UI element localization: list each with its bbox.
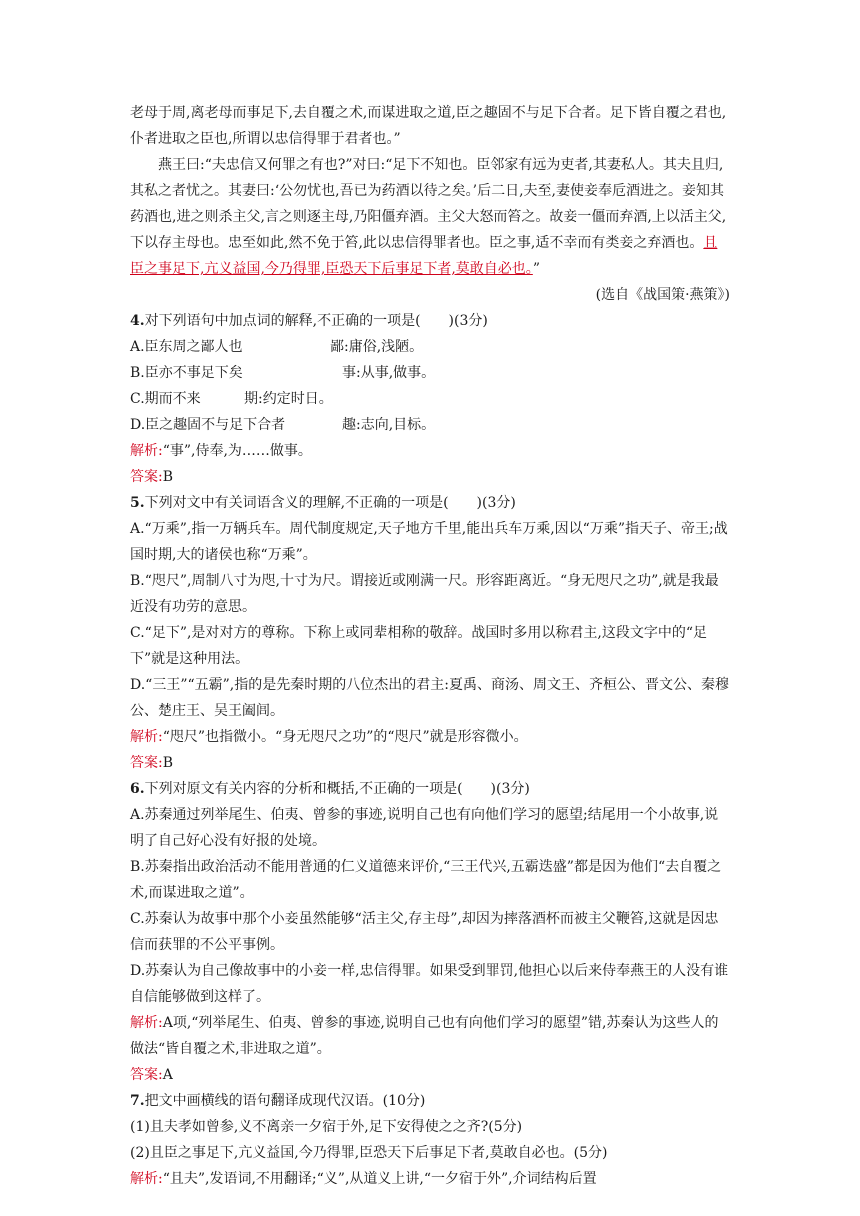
passage-para-1: 老母于周,离老母而事足下,去自覆之术,而谋进取之道,臣之趣固不与足下合者。足下皆自覆之君也,仆者进取之臣也,所谓以忠信得罪于君者也。” (130, 105, 727, 147)
q4-analysis-text: “事”,侍奉,为……做事。 (162, 443, 312, 459)
q7-title (130, 1088, 730, 1114)
q7-number: 7. (130, 1093, 145, 1109)
q5-answer-label: 答案: (130, 755, 163, 771)
passage-para-2-end: ” (532, 261, 540, 277)
q6-title-text: 下列对原文有关内容的分析和概括,不正确的一项是( )(3分) (144, 781, 530, 797)
q5-title (130, 490, 730, 516)
q6-analysis (130, 1010, 730, 1062)
q6-option-a: A.苏秦通过列举尾生、伯夷、曾参的事迹,说明自己也有向他们学习的愿望;结尾用一个小故事,说明了自己好心没有好报的处境。 (130, 807, 719, 849)
q4-option-b-sentence: B.臣亦不事足下矣 (130, 365, 243, 381)
q6-answer (130, 1062, 730, 1088)
q7-item-1: (1)且夫孝如曾参,义不离亲一夕宿于外,足下安得使之之齐?(5分) (130, 1119, 523, 1135)
q6-analysis-label: 解析: (130, 1015, 163, 1031)
q5-number: 5. (130, 495, 145, 511)
q7-title-text: 把文中画横线的语句翻译成现代汉语。(10分) (144, 1093, 426, 1109)
passage-para-2-text: 燕王曰:“夫忠信又何罪之有也?”对曰:“足下不知也。臣邻家有远为吏者,其妻私人。其夫且归,其私之者忧之。其妻曰:‘公勿忧也,吾已为药酒以待之矣。’后二日,夫至,妻使妾奉卮酒进之。妾知其药酒也,进之则杀主父,言之则逐主母,乃阳僵弃酒。主父大怒而笞之。故妾一僵而弃酒,上以活主父,下以存主母也。忠至如此,然不免于笞,此以忠信得罪者也。臣之事,适不幸而有类妾之弃酒也。 (130, 157, 727, 251)
q4-option-b-gloss: 事:从事,做事。 (342, 365, 436, 381)
q5-analysis-label: 解析: (130, 729, 163, 745)
q6-title (130, 776, 730, 802)
q6-analysis-text: A项,“列举尾生、伯夷、曾参的事迹,说明自己也有向他们学习的愿望”错,苏秦认为这些人的做法“皆自覆之术,非进取之道”。 (130, 1015, 719, 1057)
document-content (130, 100, 730, 1192)
q4-answer-value: B (162, 469, 174, 485)
q6-number: 6. (130, 781, 145, 797)
q6-option-c: C.苏秦认为故事中那个小妾虽然能够“活主父,存主母”,却因为摔落酒杯而被主父鞭笞,这就是因忠信而获罪的不公平事例。 (130, 911, 719, 953)
q4-option-a-gloss: 鄙:庸俗,浅陋。 (330, 339, 424, 355)
q4-option-a-sentence: A.臣东周之鄙人也 (130, 339, 243, 355)
q4-option-b (130, 360, 730, 386)
q4-analysis (130, 438, 730, 464)
q5-answer-value: B (162, 755, 174, 771)
q6-option-b: B.苏秦指出政治活动不能用普通的仁义道德来评价,“三王代兴,五霸迭盛”都是因为他们“去自覆之术,而谋进取之道”。 (130, 859, 722, 901)
q4-option-d (130, 412, 730, 438)
q4-title (130, 308, 730, 334)
q4-option-c-sentence: C.期而不来 (130, 391, 201, 407)
q4-answer-label: 答案: (130, 469, 163, 485)
q4-number: 4. (130, 313, 145, 329)
q4-option-d-sentence: D.臣之趣固不与足下合者 (130, 417, 286, 433)
q6-answer-value: A (162, 1067, 173, 1083)
passage-para-2 (130, 152, 730, 282)
passage-source: (选自《战国策·燕策》) (595, 287, 730, 303)
q4-option-d-gloss: 趣:志向,目标。 (342, 417, 436, 433)
q4-title-text: 对下列语句中加点词的解释,不正确的一项是( )(3分) (144, 313, 488, 329)
q6-answer-label: 答案: (130, 1067, 163, 1083)
q5-option-c: C.“足下”,是对对方的尊称。下称上或同辈相称的敬辞。战国时多用以称君主,这段文字中的“足下”就是这种用法。 (130, 625, 708, 667)
q5-option-b: B.“咫尺”,周制八寸为咫,十寸为尺。谓接近或刚满一尺。形容距离近。“身无咫尺之功”,就是我最近没有功劳的意思。 (130, 573, 719, 615)
q7-analysis-label: 解析: (130, 1171, 163, 1187)
q6-option-d: D.苏秦认为自己像故事中的小妾一样,忠信得罪。如果受到罪罚,他担心以后来侍奉燕王的人没有谁自信能够做到这样了。 (130, 963, 729, 1005)
q7-analysis-text: “且夫”,发语词,不用翻译;“义”,从道义上讲,“一夕宿于外”,介词结构后置 (162, 1171, 597, 1187)
q5-analysis (130, 724, 730, 750)
q5-title-text: 下列对文中有关词语含义的理解,不正确的一项是( )(3分) (144, 495, 516, 511)
q7-analysis (130, 1166, 730, 1192)
q7-item-2: (2)且臣之事足下,亢义益国,今乃得罪,臣恐天下后事足下者,莫敢自必也。(5分) (130, 1145, 608, 1161)
q4-option-a (130, 334, 730, 360)
q4-answer (130, 464, 730, 490)
q4-analysis-label: 解析: (130, 443, 163, 459)
q5-analysis-text: “咫尺”也指微小。“身无咫尺之功”的“咫尺”就是形容微小。 (162, 729, 528, 745)
q5-answer (130, 750, 730, 776)
q4-option-c-gloss: 期:约定时日。 (244, 391, 333, 407)
q5-option-d: D.“三王”“五霸”,指的是先秦时期的八位杰出的君主:夏禹、商汤、周文王、齐桓公、晋文公、秦穆公、楚庄王、吴王阖闾。 (130, 677, 729, 719)
q4-option-c (130, 386, 730, 412)
underlined-sentence: 且臣之事足下,亢义益国,今乃得罪,臣恐天下后事足下者,莫敢自必也。 (130, 235, 718, 277)
q5-option-a: A.“万乘”,指一万辆兵车。周代制度规定,天子地方千里,能出兵车万乘,因以“万乘”指天子、帝王;战国时期,大的诸侯也称“万乘”。 (130, 521, 728, 563)
